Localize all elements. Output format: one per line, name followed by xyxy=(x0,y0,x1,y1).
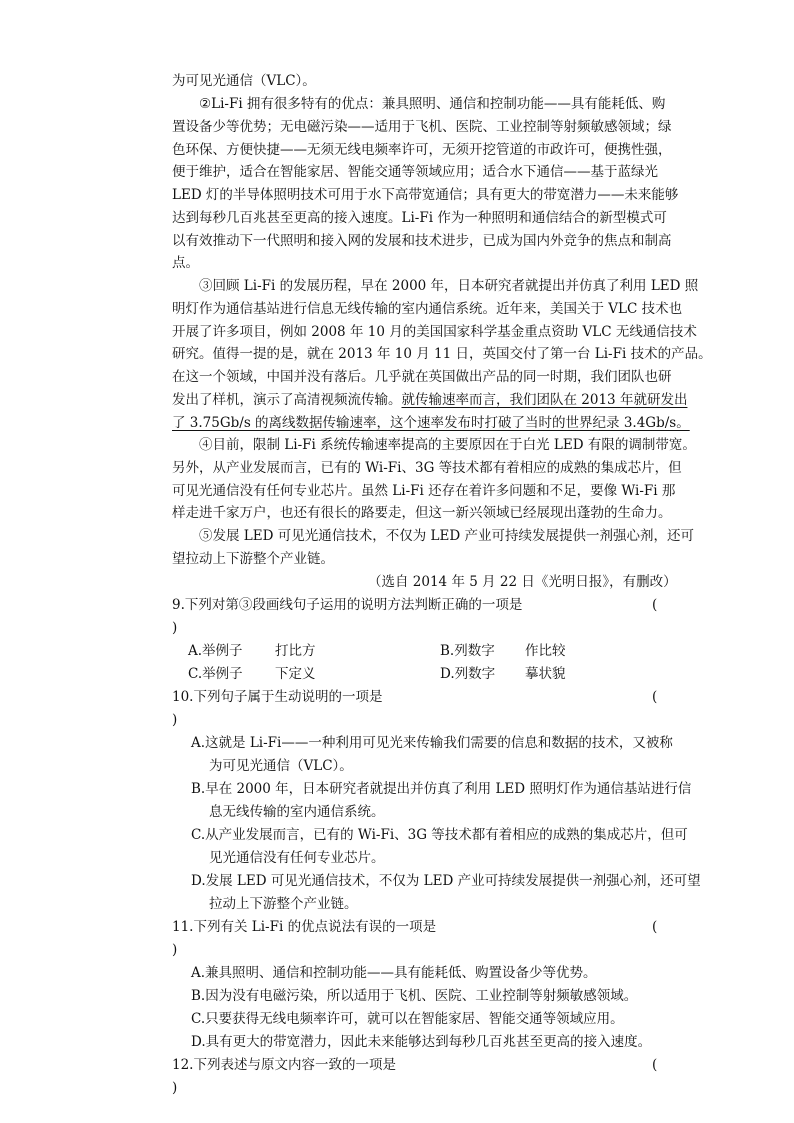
passage-line: ⑤发展 LED 可见光通信技术，不仅为 LED 产业可持续发展提供一剂强心剂，还可 xyxy=(199,528,694,544)
answer-paren-open: ( xyxy=(652,597,658,613)
option-d-text: 摹状貌 xyxy=(525,666,566,682)
question-10-stem: 10.下列句子属于生动说明的一项是 xyxy=(172,689,383,705)
passage-line: 置设备少等优势；无电磁污染——适用于飞机、医院、工业控制等射频敏感领域；绿 xyxy=(172,119,672,135)
passage-line: 色环保、方便快捷——无须无线电频率许可，无须开挖管道的市政许可，便携性强， xyxy=(172,142,672,158)
passage-line: 研究。值得一提的是，就在 2013 年 10 月 11 日，英国交付了第一台 Li-Fi 技术的产品。 xyxy=(172,346,712,362)
option-d-label: D.列数字 xyxy=(440,666,496,682)
passage-line: ④目前，限制 Li-Fi 系统传输速率提高的主要原因在于白光 LED 有限的调制带宽。 xyxy=(199,437,696,453)
underlined-sentence: 就传输速率而言，我们团队在 2013 年就研发出 xyxy=(401,392,688,408)
option-line: A.兼具照明、通信和控制功能——具有能耗低、购置设备少等优势。 xyxy=(191,965,597,981)
passage-line: 另外，从产业发展而言，已有的 Wi-Fi、3G 等技术都有着相应的成熟的集成芯片，但 xyxy=(172,460,682,476)
option-line: C.只要获得无线电频率许可，就可以在智能家居、智能交通等领域应用。 xyxy=(191,1011,624,1027)
passage-line: ③回顾 Li-Fi 的发展历程，早在 2000 年，日本研究者就提出并仿真了利用 LED 照 xyxy=(199,278,699,294)
option-line: D.发展 LED 可见光通信技术，不仅为 LED 产业可持续发展提供一剂强心剂，还可望 xyxy=(191,873,701,889)
passage-line: 可见光通信没有任何专业芯片。虽然 Li-Fi 还存在着许多问题和不足，要像 Wi-Fi 那 xyxy=(172,483,676,499)
passage-line: 在这一个领域，中国并没有落后。几乎就在英国做出产品的同一时期，我们团队也研 xyxy=(172,369,672,385)
passage-line: 达到每秒几百兆甚至更高的接入速度。Li-Fi 作为一种照明和通信结合的新型模式可 xyxy=(172,210,667,226)
passage-line: 明灯作为通信基站进行信息无线传输的室内通信系统。近年来，美国关于 VLC 技术也 xyxy=(172,301,683,317)
passage-line: 以有效推动下一代照明和接入网的发展和技术进步，已成为国内外竞争的焦点和制高 xyxy=(172,233,672,249)
answer-paren-close: ) xyxy=(172,712,178,728)
option-line: 拉动上下游整个产业链。 xyxy=(209,896,358,912)
question-11-stem: 11.下列有关 Li-Fi 的优点说法有误的一项是 xyxy=(172,919,437,935)
question-12-stem: 12.下列表述与原文内容一致的一项是 xyxy=(172,1057,396,1073)
passage-line xyxy=(172,390,687,410)
option-b-text: 作比较 xyxy=(525,643,566,659)
source-citation: （选自 2014 年 5 月 22 日《光明日报》，有删改） xyxy=(368,574,677,590)
option-line: A.这就是 Li-Fi——一种利用可见光来传输我们需要的信息和数据的技术，又被称 xyxy=(191,735,673,751)
option-b-label: B.列数字 xyxy=(440,643,495,659)
passage-line: 开展了许多项目，例如 2008 年 10 月的美国国家科学基金重点资助 VLC 无线通信技术 xyxy=(172,324,697,340)
option-line: D.具有更大的带宽潜力，因此未来能够达到每秒几百兆甚至更高的接入速度。 xyxy=(191,1034,652,1050)
option-c-label: C.举例子 xyxy=(188,666,243,682)
passage-line: 便于维护，适合在智能家居、智能交通等领域应用；适合水下通信——基于蓝绿光 xyxy=(172,164,658,180)
passage-line: 望拉动上下游整个产业链。 xyxy=(172,551,334,567)
answer-paren-close: ) xyxy=(172,942,178,958)
passage-line: 为可见光通信（VLC）。 xyxy=(172,73,316,89)
answer-paren-open: ( xyxy=(652,689,658,705)
passage-line: 点。 xyxy=(172,255,199,271)
option-line: 息无线传输的室内通信系统。 xyxy=(209,804,385,820)
answer-paren-open: ( xyxy=(652,1057,658,1073)
underlined-sentence: 了 3.75Gb/s 的离线数据传输速率，这个速率发布时打破了当时的世界纪录 3.4Gb/s。 xyxy=(172,415,690,431)
option-a-text: 打比方 xyxy=(275,643,316,659)
answer-paren-close: ) xyxy=(172,1080,178,1096)
option-line: C.从产业发展而言，已有的 Wi-Fi、3G 等技术都有着相应的成熟的集成芯片，但可 xyxy=(191,827,688,843)
passage-line: LED 灯的半导体照明技术可用于水下高带宽通信；具有更大的带宽潜力——未来能够 xyxy=(172,187,679,203)
answer-paren-close: ) xyxy=(172,620,178,636)
option-line: 为可见光通信（VLC）。 xyxy=(209,758,353,774)
option-line: B.因为没有电磁污染，所以适用于飞机、医院、工业控制等射频敏感领域。 xyxy=(191,988,638,1004)
question-9-stem: 9.下列对第③段画线句子运用的说明方法判断正确的一项是 xyxy=(172,597,523,613)
option-line: B.早在 2000 年，日本研究者就提出并仿真了利用 LED 照明灯作为通信基站进行信 xyxy=(191,781,692,797)
option-c-text: 下定义 xyxy=(275,666,316,682)
answer-paren-open: ( xyxy=(652,919,658,935)
passage-text: 发出了样机，演示了高清视频流传输。 xyxy=(172,392,402,408)
option-line: 见光通信没有任何专业芯片。 xyxy=(209,850,385,866)
passage-line: 样走进千家万户，也还有很长的路要走，但这一新兴领域已经展现出蓬勃的生命力。 xyxy=(172,505,672,521)
passage-line: ②Li-Fi 拥有很多特有的优点：兼具照明、通信和控制功能——具有能耗低、购 xyxy=(199,96,666,112)
option-a-label: A.举例子 xyxy=(188,643,243,659)
